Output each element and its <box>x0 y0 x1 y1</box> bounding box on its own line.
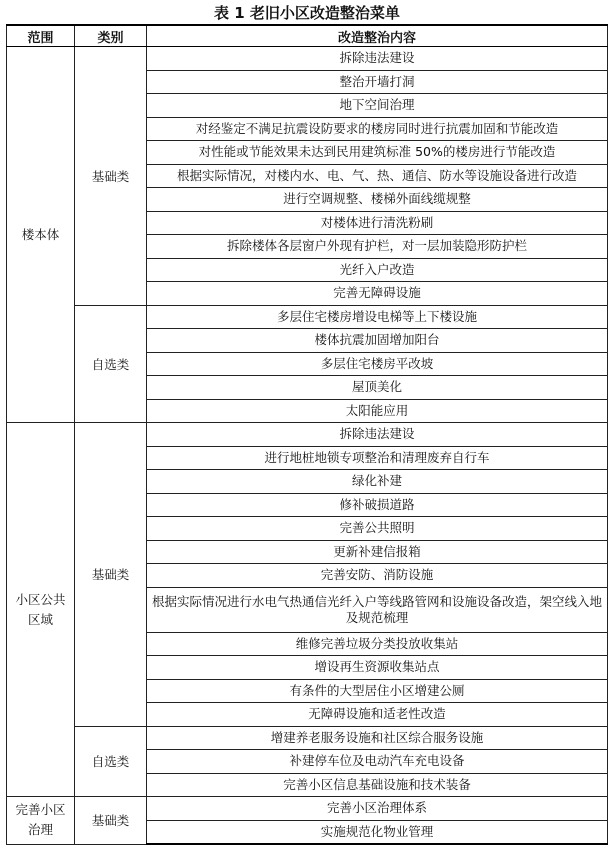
content-cell: 无障碍设施和适老性改造 <box>147 703 608 727</box>
content-cell: 完善小区治理体系 <box>147 797 608 821</box>
scope-cell: 楼本体 <box>7 47 75 423</box>
content-cell: 完善安防、消防设施 <box>147 564 608 588</box>
scope-cell: 小区公共区域 <box>7 423 75 797</box>
content-cell: 整治开墙打洞 <box>147 70 608 94</box>
renovation-menu-table <box>6 24 608 845</box>
content-cell: 维修完善垃圾分类投放收集站 <box>147 632 608 656</box>
header-row <box>7 25 608 47</box>
scope-cell: 完善小区治理 <box>7 797 75 845</box>
category-cell: 基础类 <box>75 797 147 845</box>
content-cell: 绿化补建 <box>147 470 608 494</box>
content-cell: 进行地桩地锁专项整治和清理废弃自行车 <box>147 446 608 470</box>
content-cell: 拆除违法建设 <box>147 423 608 447</box>
content-cell: 对性能或节能效果未达到民用建筑标准 50%的楼房进行节能改造 <box>147 141 608 165</box>
content-cell: 实施规范化物业管理 <box>147 820 608 844</box>
table-row <box>7 726 608 750</box>
content-cell: 完善公共照明 <box>147 517 608 541</box>
content-cell: 拆除楼体各层窗户外现有护栏，对一层加装隐形防护栏 <box>147 235 608 259</box>
content-cell: 多层住宅楼房增设电梯等上下楼设施 <box>147 305 608 329</box>
content-cell: 太阳能应用 <box>147 399 608 423</box>
category-cell: 自选类 <box>75 305 147 423</box>
header-content: 改造整治内容 <box>147 25 608 47</box>
content-cell: 修补破损道路 <box>147 493 608 517</box>
content-cell: 地下空间治理 <box>147 94 608 118</box>
content-cell: 根据实际情况进行水电气热通信光纤入户等线路管网和设施设备改造，架空线入地及规范梳理 <box>147 587 608 632</box>
table-row <box>7 797 608 821</box>
content-cell: 拆除违法建设 <box>147 47 608 71</box>
content-cell: 对楼体进行清洗粉刷 <box>147 211 608 235</box>
content-cell: 光纤入户改造 <box>147 258 608 282</box>
category-cell: 自选类 <box>75 726 147 797</box>
content-cell: 增建养老服务设施和社区综合服务设施 <box>147 726 608 750</box>
content-cell: 更新补建信报箱 <box>147 540 608 564</box>
content-cell: 完善小区信息基础设施和技术装备 <box>147 773 608 797</box>
content-cell: 补建停车位及电动汽车充电设备 <box>147 750 608 774</box>
table-row <box>7 423 608 447</box>
content-cell: 增设再生资源收集站点 <box>147 656 608 680</box>
content-cell: 屋顶美化 <box>147 376 608 400</box>
content-cell: 完善无障碍设施 <box>147 282 608 306</box>
category-cell: 基础类 <box>75 47 147 306</box>
content-cell: 根据实际情况，对楼内水、电、气、热、通信、防水等设施设备进行改造 <box>147 164 608 188</box>
content-cell: 多层住宅楼房平改坡 <box>147 352 608 376</box>
content-cell: 进行空调规整、楼梯外面线缆规整 <box>147 188 608 212</box>
content-cell: 有条件的大型居住小区增建公厕 <box>147 679 608 703</box>
header-scope: 范围 <box>7 25 75 47</box>
category-cell: 基础类 <box>75 423 147 727</box>
content-cell: 对经鉴定不满足抗震设防要求的楼房同时进行抗震加固和节能改造 <box>147 117 608 141</box>
table-row <box>7 47 608 71</box>
header-category: 类别 <box>75 25 147 47</box>
table-row <box>7 305 608 329</box>
table-title: 表 1 老旧小区改造整治菜单 <box>214 4 400 22</box>
content-cell: 楼体抗震加固增加阳台 <box>147 329 608 353</box>
